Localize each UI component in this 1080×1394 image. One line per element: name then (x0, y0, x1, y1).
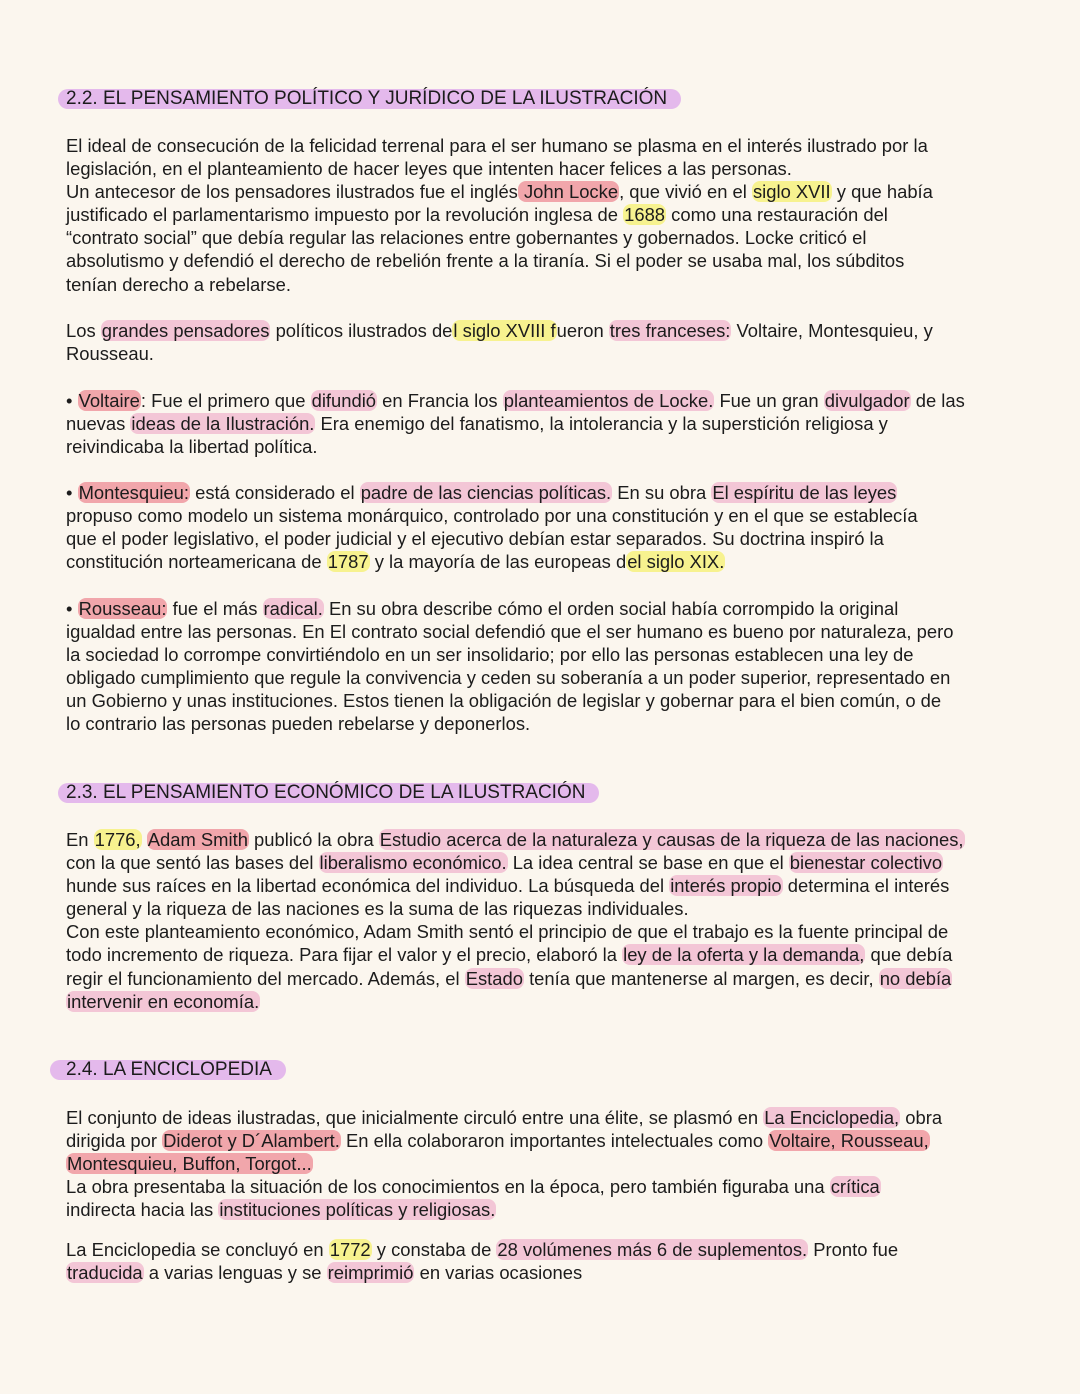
text-segment: general y la riqueza de las naciones es la suma de las riquezas individuales. (66, 898, 689, 920)
text-line (66, 620, 1026, 643)
text-line (66, 412, 1026, 435)
text-line (66, 1261, 1026, 1284)
text-line (66, 1152, 1026, 1175)
text-segment: un Gobierno y unas instituciones. Estos tienen la obligación de legislar y gobernar para el bien común, o de (66, 690, 942, 712)
text-line (66, 689, 1026, 712)
text-line (66, 666, 1026, 689)
highlighted-text: tres franceses: (609, 320, 731, 341)
text-segment: publicó la obra (248, 829, 379, 850)
text-line (66, 342, 1026, 365)
text-segment: Voltaire, Montesquieu, y (731, 320, 933, 341)
text-segment: hunde sus raíces en la libertad económica del individuo. La búsqueda del (66, 875, 670, 897)
highlighted-text: Voltaire, Rousseau, (769, 1130, 929, 1152)
highlighted-text: Estado (465, 967, 523, 989)
highlighted-text: divulgador (824, 390, 910, 411)
text-segment: legislación, en el planteamiento de hacer leyes que intenten hacer felices a las personas. (66, 158, 792, 180)
text-segment: La Enciclopedia se concluyó en (66, 1239, 329, 1260)
text-segment: ueron (556, 320, 609, 341)
highlighted-text: 1772 (329, 1239, 371, 1260)
text-segment: que debía (865, 944, 953, 966)
text-segment: de las (910, 390, 965, 411)
text-line (66, 874, 1026, 897)
text-line (66, 157, 1026, 180)
text-line (66, 643, 1026, 666)
highlighted-text: Rousseau: (78, 598, 167, 619)
text-segment: , que vivió en el (619, 181, 752, 203)
text-segment: Fue un gran (714, 390, 824, 411)
section-heading-2-2: 2.2. EL PENSAMIENTO POLÍTICO Y JURÍDICO DE LA ILUSTRACIÓN (58, 89, 681, 109)
text-segment: El ideal de consecución de la felicidad terrenal para el ser humano se plasma en el interés ilustrado por la (66, 135, 928, 156)
text-line (66, 226, 1026, 249)
section-heading-2-4: 2.4. LA ENCICLOPEDIA (50, 1060, 286, 1080)
text-segment: lo contrario las personas pueden rebelarse y deponerlos. (66, 713, 531, 735)
text-segment: : Fue el primero que (140, 390, 311, 411)
text-segment: en varias ocasiones (414, 1262, 583, 1284)
text-segment (142, 829, 147, 850)
text-segment: tenían derecho a rebelarse. (66, 273, 291, 295)
highlighted-text: 1787 (327, 551, 369, 573)
text-segment: En ella colaboraron importantes intelectuales como (340, 1130, 769, 1152)
highlighted-text: 28 volúmenes más 6 de suplementos. (497, 1239, 808, 1260)
text-line (66, 203, 1026, 226)
highlighted-text: interés propio (670, 875, 782, 897)
highlighted-text: 1776, (94, 829, 141, 850)
highlighted-text: l siglo XVIII f (453, 320, 556, 341)
text-line (66, 1175, 1026, 1198)
text-line (66, 527, 1026, 550)
text-segment: igualdad entre las personas. En El contrato social defendió que el ser humano es bueno por naturaleza, pero (66, 621, 954, 643)
text-segment: El conjunto de ideas ilustradas, que inicialmente circuló entre una élite, se plasmó en (66, 1107, 764, 1128)
section-2-2-voltaire (66, 389, 1026, 458)
text-segment: que el poder legislativo, el poder judicial y el ejecutivo debían estar separados. Su doctrina inspiró la (66, 528, 884, 550)
text-segment: y que había (831, 181, 933, 203)
highlighted-text: Voltaire (78, 390, 140, 411)
text-segment: obligado cumplimiento que regule la convivencia y ceden su soberanía a un poder superior, representado en (66, 667, 951, 689)
text-line (66, 249, 1026, 272)
text-segment: absolutismo y defendió el derecho de rebelión frente a la tiranía. Si el poder se usaba mal, los súbditos (66, 250, 905, 272)
highlighted-text: padre de las ciencias políticas. (360, 482, 612, 503)
text-segment: en Francia los (377, 390, 503, 411)
section-heading-2-3: 2.3. EL PENSAMIENTO ECONÓMICO DE LA ILUSTRACIÓN (58, 783, 599, 803)
section-2-2-p1 (66, 134, 1026, 296)
text-line (66, 851, 1026, 874)
text-segment: todo incremento de riqueza. Para fijar el valor y el precio, elaboró la (66, 944, 623, 966)
text-line (66, 273, 1026, 296)
highlighted-text: grandes pensadores (101, 320, 270, 341)
text-segment: La idea central se base en que el (507, 852, 789, 874)
text-segment: regir el funcionamiento del mercado. Además, el (66, 967, 465, 989)
text-segment: y la mayoría de las europeas d (369, 551, 627, 573)
text-line (66, 134, 1026, 157)
text-line (66, 967, 1026, 990)
text-line (66, 943, 1026, 966)
text-line (66, 504, 1026, 527)
text-line (66, 1198, 1026, 1221)
text-segment: dirigida por (66, 1130, 163, 1152)
text-line (66, 389, 1026, 412)
highlighted-text: difundió (311, 390, 377, 411)
text-segment: indirecta hacia las (66, 1199, 219, 1221)
highlighted-text: instituciones políticas y religiosas. (219, 1199, 496, 1221)
text-segment: Era enemigo del fanatismo, la intolerancia y la superstición religiosa y (315, 413, 888, 435)
text-segment: determina el interés (782, 875, 950, 897)
text-segment: La obra presentaba la situación de los conocimientos en la época, pero también figuraba una (66, 1176, 830, 1198)
highlighted-text: ideas de la Ilustración. (131, 413, 315, 435)
text-segment: Los (66, 320, 101, 341)
text-segment: nuevas (66, 413, 131, 435)
text-line (66, 1129, 1026, 1152)
text-line (66, 897, 1026, 920)
section-2-2-montesquieu (66, 481, 1026, 573)
text-line (66, 550, 1026, 573)
highlighted-text: el siglo XIX. (627, 551, 725, 573)
highlighted-text: liberalismo económico. (319, 852, 507, 874)
section-2-4-p2 (66, 1238, 1026, 1284)
text-segment: obra (900, 1107, 943, 1128)
text-line (66, 180, 1026, 203)
text-segment: En (66, 829, 94, 850)
highlighted-text: Montesquieu: (78, 482, 189, 503)
highlighted-text: planteamientos de Locke. (503, 390, 714, 411)
text-line (66, 920, 1026, 943)
section-2-2-rousseau (66, 597, 1026, 736)
text-segment: con la que sentó las bases del (66, 852, 319, 874)
highlighted-text: bienestar colectivo (789, 852, 943, 874)
text-segment: • (66, 598, 78, 619)
text-segment: la sociedad lo corrompe convirtiéndolo en un ser insolidario; por ello las personas establecen una ley de (66, 644, 914, 666)
highlighted-text: intervenir en economía. (67, 990, 260, 1012)
text-segment: está considerado el (189, 482, 360, 503)
highlighted-text: ley de la oferta y la demanda, (623, 944, 865, 966)
highlighted-text: Montesquieu, Buffon, Torgot... (67, 1153, 312, 1175)
text-segment: reivindicaba la libertad política. (66, 436, 318, 458)
section-2-3-p1 (66, 828, 1026, 1013)
text-segment: • (66, 390, 78, 411)
text-segment: Rousseau. (66, 343, 154, 365)
highlighted-text: 1688 (624, 204, 666, 226)
text-segment: propuso como modelo un sistema monárquico, controlado por una constitución y en el que se establecía (66, 505, 918, 527)
text-line (66, 435, 1026, 458)
highlighted-text: La Enciclopedia, (764, 1107, 900, 1128)
text-line (66, 828, 1026, 851)
text-segment: “contrato social” que debía regular las relaciones entre gobernantes y gobernados. Locke criticó el (66, 227, 867, 249)
text-segment: como una restauración del (666, 204, 888, 226)
text-line (66, 1238, 1026, 1261)
text-line (66, 481, 1026, 504)
text-segment: a varias lenguas y se (143, 1262, 327, 1284)
highlighted-text: crítica (830, 1176, 880, 1198)
text-segment: constitución norteamericana de (66, 551, 327, 573)
text-line (66, 1106, 1026, 1129)
text-segment: justificado el parlamentarismo impuesto por la revolución inglesa de (66, 204, 624, 226)
text-segment: • (66, 482, 78, 503)
highlighted-text: John Locke (518, 181, 619, 203)
text-line (66, 319, 1026, 342)
highlighted-text: El espíritu de las leyes (712, 482, 897, 503)
text-segment: fue el más (167, 598, 263, 619)
text-segment: políticos ilustrados de (270, 320, 453, 341)
text-segment: En su obra (612, 482, 712, 503)
text-line (66, 990, 1026, 1013)
highlighted-text: radical. (263, 598, 323, 619)
text-segment: y constaba de (371, 1239, 497, 1260)
highlighted-text: reimprimió (327, 1262, 414, 1284)
text-segment: Pronto fue (808, 1239, 899, 1260)
text-segment: Con este planteamiento económico, Adam Smith sentó el principio de que el trabajo es la fuente principal de (66, 921, 949, 943)
highlighted-text: Adam Smith (147, 829, 248, 850)
text-segment: tenía que mantenerse al margen, es decir, (523, 967, 879, 989)
highlighted-text: siglo XVII (752, 181, 831, 203)
text-segment: Un antecesor de los pensadores ilustrados fue el inglés (66, 181, 518, 203)
text-segment: En su obra describe cómo el orden social había corrompido la original (323, 598, 899, 619)
highlighted-text: traducida (67, 1262, 143, 1284)
text-line (66, 712, 1026, 735)
section-2-4-p1 (66, 1106, 1026, 1221)
highlighted-text: Estudio acerca de la naturaleza y causas de la riqueza de las naciones, (379, 829, 964, 850)
highlighted-text: no debía (879, 967, 952, 989)
section-2-2-p2 (66, 319, 1026, 365)
text-line (66, 597, 1026, 620)
highlighted-text: Diderot y D´Alambert. (163, 1130, 340, 1152)
